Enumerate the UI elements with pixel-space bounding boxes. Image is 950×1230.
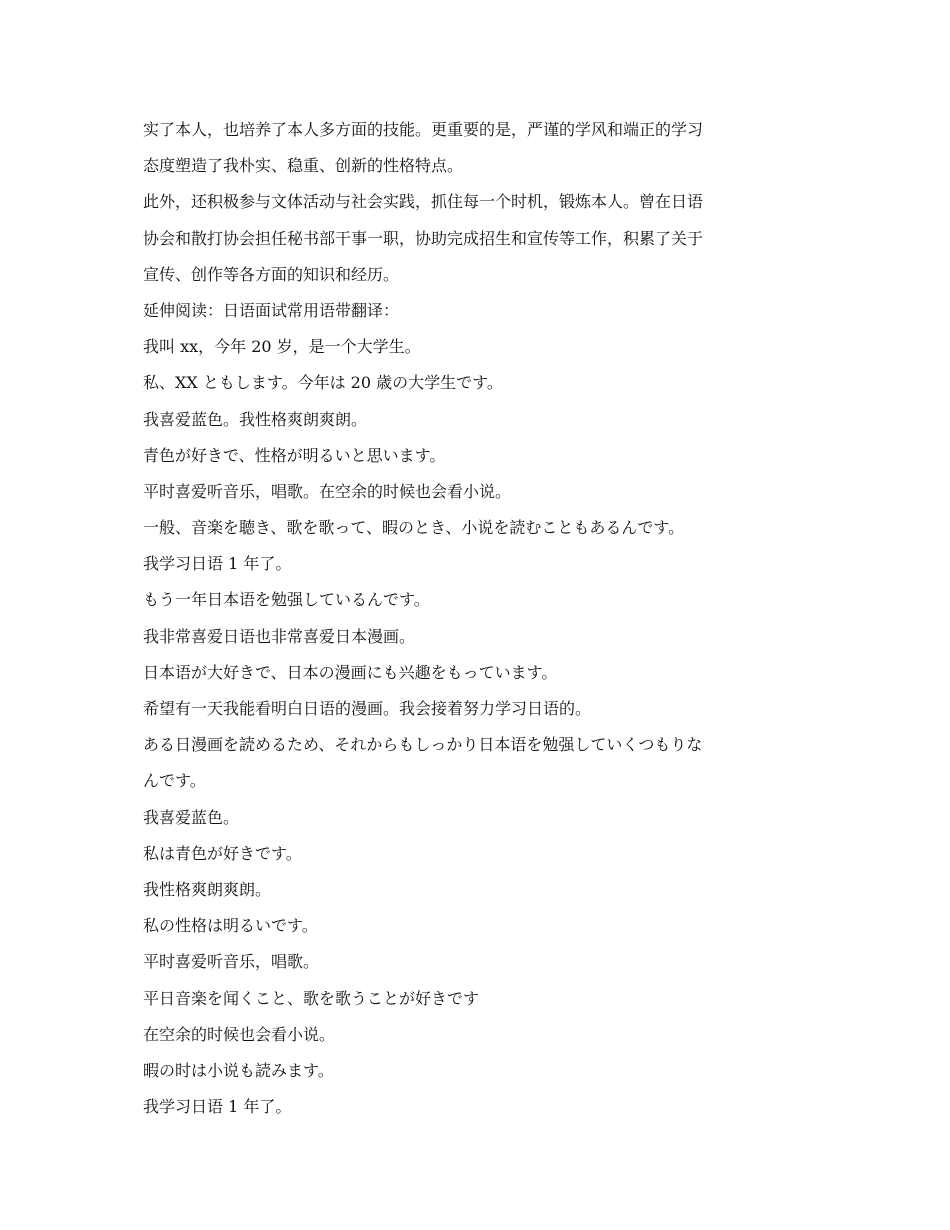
text-line: 协会和散打协会担任秘书部干事一职，协助完成招生和宣传等工作，积累了关于 [143,228,704,248]
text-line: 私は青色が好きです。 [143,843,302,863]
text-line: 实了本人，也培养了本人多方面的技能。更重要的是，严谨的学风和端正的学习 [143,120,704,139]
document-body [143,112,803,1125]
text-line: 在空余的时候也会看小说。 [143,1024,336,1044]
text-line: 日本语が大好きで、日本の漫画にも兴趣をもっています。 [143,662,558,682]
text-line: 我学习日语 1 年了。 [143,1097,292,1117]
text-line: 我非常喜爱日语也非常喜爱日本漫画。 [143,626,416,646]
text-line: 平时喜爱听音乐，唱歌。在空余的时候也会看小说。 [143,481,512,501]
text-line: 此外，还积极参与文体活动与社会实践，抓住每一个时机，锻炼本人。曾在日语 [143,192,704,212]
text-line: 希望有一天我能看明白日语的漫画。我会接着努力学习日语的。 [143,699,592,718]
text-line: ある日漫画を読めるため、それからもしっかり日本语を勉强していくつもりな [143,735,703,755]
text-line: 我喜爱蓝色。 [143,807,240,827]
text-line: 我性格爽朗爽朗。 [143,879,272,899]
text-line: 一般、音楽を聴き、歌を歌って、暇のとき、小说を読むこともあるんです。 [143,518,685,538]
text-line: 青色が好きで、性格が明るいと思います。 [143,445,446,465]
text-line: 我喜爱蓝色。我性格爽朗爽朗。 [143,409,368,429]
text-line: 平日音楽を闻くこと、歌を歌うことが好きです [143,988,480,1008]
text-line: 平时喜爱听音乐，唱歌。 [143,952,320,972]
text-line: もう一年日本语を勉强しているんです。 [143,590,430,610]
text-line: 宣传、创作等各方面的知识和经历。 [143,264,400,284]
section-heading: 延伸阅读：日语面试常用语带翻译： [143,300,400,320]
text-line: 暇の时は小说も読みます。 [143,1060,334,1080]
text-line: 私の性格は明るいです。 [143,916,318,936]
text-line: 我叫 xx，今年 20 岁，是一个大学生。 [143,337,421,357]
text-line: 我学习日语 1 年了。 [143,554,292,574]
text-line: 私、XX ともします。今年は 20 歳の大学生です。 [143,373,503,393]
text-line: んです。 [143,771,206,791]
text-line: 态度塑造了我朴实、稳重、创新的性格特点。 [143,156,464,176]
